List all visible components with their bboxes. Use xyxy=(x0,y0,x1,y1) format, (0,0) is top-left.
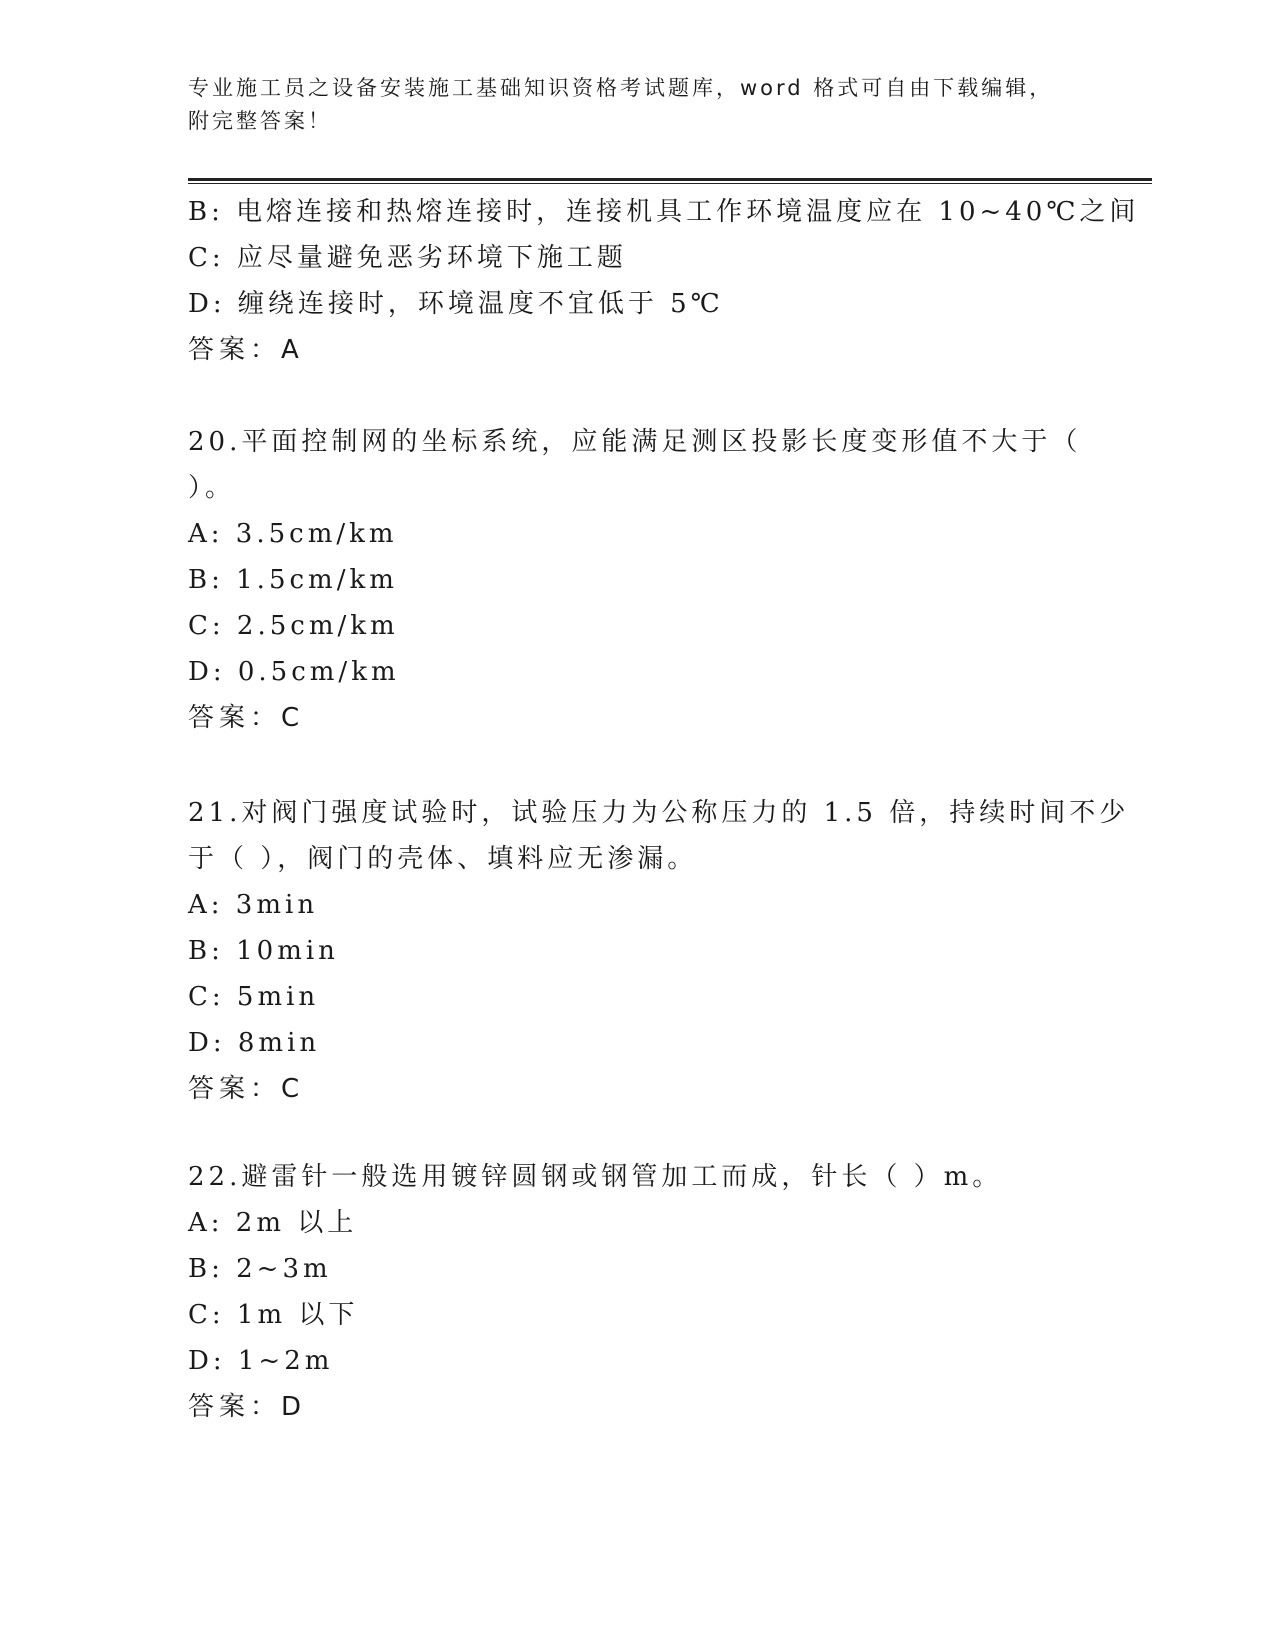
option-c: C: 1m 以下 xyxy=(188,1300,359,1330)
option-b: B: 2~3m xyxy=(188,1254,332,1284)
question-stem: 22.避雷针一般选用镀锌圆钢或钢管加工而成，针长（ ）m。 xyxy=(188,1162,1003,1192)
option-d: D: 8min xyxy=(188,1028,321,1058)
document-header xyxy=(188,72,1088,138)
option-c: C: 应尽量避免恶劣环境下施工题 xyxy=(188,243,627,273)
option-b: B: 1.5cm/km xyxy=(188,565,398,595)
question-20 xyxy=(188,419,1088,741)
question-stem-continued: 于（ ），阀门的壳体、填料应无渗漏。 xyxy=(188,844,698,874)
option-a: A: 2m 以上 xyxy=(188,1208,358,1238)
question-spacer xyxy=(188,373,1088,419)
header-divider-thin xyxy=(188,183,1152,184)
question-22 xyxy=(188,1154,1088,1430)
option-a: A: 3.5cm/km xyxy=(188,519,398,549)
question-21 xyxy=(188,790,1130,1112)
question-spacer xyxy=(188,741,1088,790)
question-19-continued xyxy=(188,189,1140,373)
answer-line: 答案：C xyxy=(188,703,305,733)
answer-line: 答案：D xyxy=(188,1392,307,1422)
question-stem: 21.对阀门强度试验时，试验压力为公称压力的 1.5 倍，持续时间不少 xyxy=(188,798,1130,828)
option-b: B: 10min xyxy=(188,936,339,966)
option-d: D: 1~2m xyxy=(188,1346,334,1376)
option-c: C: 5min xyxy=(188,982,320,1012)
option-d: D: 0.5cm/km xyxy=(188,657,400,687)
question-spacer xyxy=(188,1112,1088,1154)
answer-line: 答案：C xyxy=(188,1074,305,1104)
option-b: B: 电熔连接和热熔连接时，连接机具工作环境温度应在 10~40℃之间 xyxy=(188,197,1140,227)
header-divider-thick xyxy=(188,178,1152,181)
answer-line: 答案：A xyxy=(188,335,304,365)
option-a: A: 3min xyxy=(188,890,319,920)
header-line-2: 附完整答案！ xyxy=(188,109,332,133)
question-stem-continued: ）。 xyxy=(188,473,236,503)
question-stem: 20.平面控制网的坐标系统，应能满足测区投影长度变形值不大于（ xyxy=(188,427,1082,457)
option-c: C: 2.5cm/km xyxy=(188,611,399,641)
header-line-1: 专业施工员之设备安装施工基础知识资格考试题库，word 格式可自由下载编辑， xyxy=(188,76,1054,100)
question-list xyxy=(188,189,1140,1430)
option-d: D: 缠绕连接时，环境温度不宜低于 5℃ xyxy=(188,289,724,319)
